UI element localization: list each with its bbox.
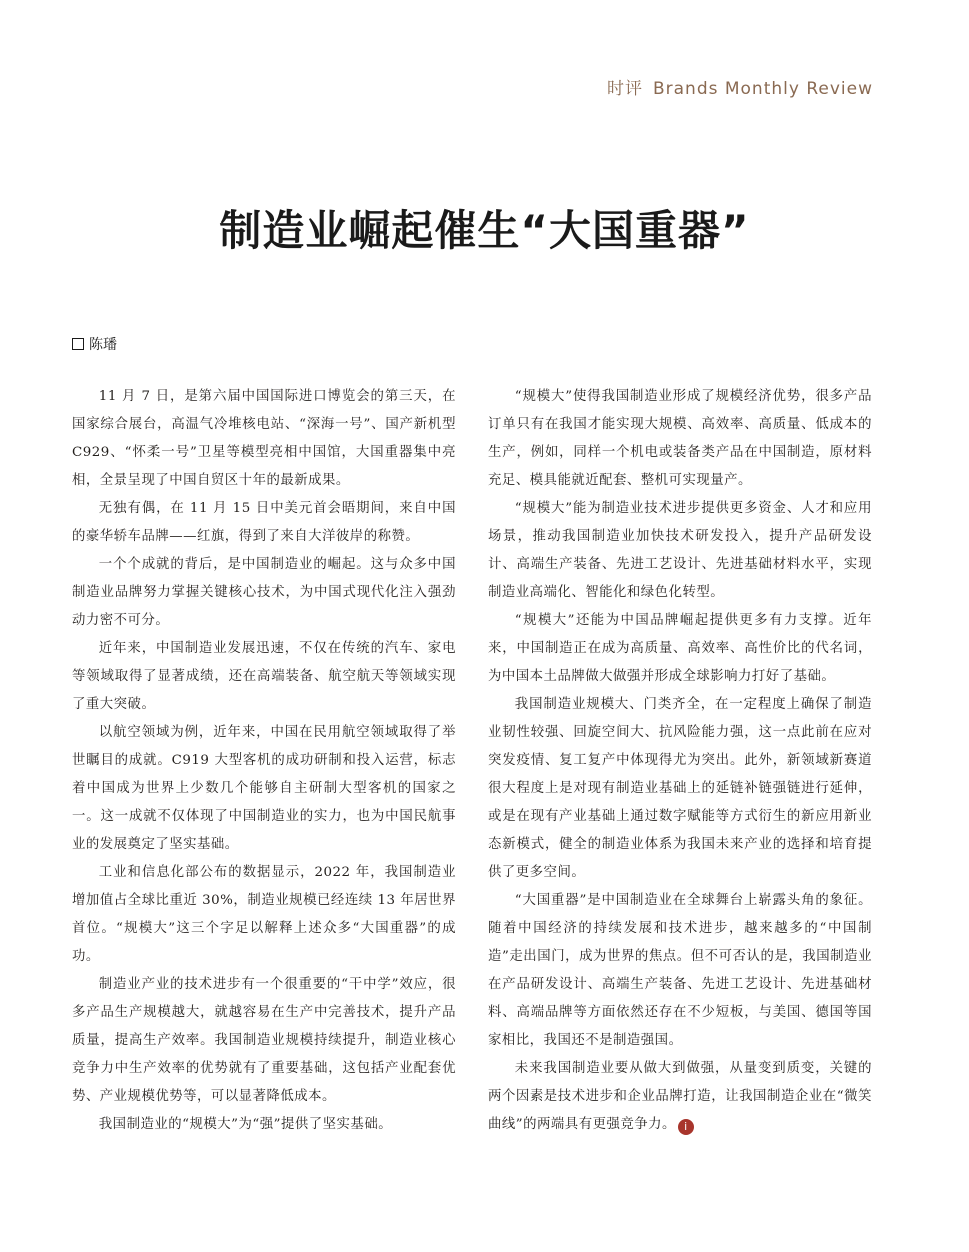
- paragraph: 制造业产业的技术进步有一个很重要的“干中学”效应，很多产品生产规模越大，就越容易在生产中完善技术，提升产品质量，提高生产效率。我国制造业规模持续提升，制造业核心竞争力中生产效率的优势就有了重要基础，这包括产业配套优势、产业规模优势等，可以显著降低成本。: [72, 977, 456, 1104]
- left-column: [72, 383, 456, 1139]
- section-label: 时评: [606, 79, 643, 99]
- paragraph: 一个个成就的背后，是中国制造业的崛起。这与众多中国制造业品牌努力掌握关键核心技术，为中国式现代化注入强劲动力密不可分。: [72, 557, 456, 628]
- paragraph: 以航空领域为例，近年来，中国在民用航空领域取得了举世瞩目的成就。C919 大型客机的成功研制和投入运营，标志着中国成为世界上少数几个能够自主研制大型客机的国家之一。这一成就不仅体现了中国制造业的实力，也为中国民航事业的发展奠定了坚实基础。: [72, 725, 456, 852]
- end-mark-icon: i: [678, 1119, 694, 1135]
- byline: [72, 334, 117, 354]
- right-column: [488, 383, 872, 1139]
- paragraph: “规模大”使得我国制造业形成了规模经济优势，很多产品订单只有在我国才能实现大规模、高效率、高质量、低成本的生产，例如，同样一个机电或装备类产品在中国制造，原材料充足、模具能就近配套、整机可实现量产。: [488, 389, 872, 488]
- paragraph: 我国制造业的“规模大”为“强”提供了坚实基础。: [98, 1117, 393, 1132]
- final-paragraph: [488, 1055, 872, 1139]
- author-name: 陈璠: [89, 337, 117, 353]
- magazine-name: Brands Monthly Review: [652, 79, 873, 99]
- paragraph-text: 未来我国制造业要从做大到做强，从量变到质变，关键的两个因素是技术进步和企业品牌打造，让我国制造企业在“微笑曲线”的两端具有更强竞争力。: [488, 1061, 872, 1132]
- square-icon: [72, 338, 84, 350]
- running-header: [607, 74, 873, 99]
- paragraph: 工业和信息化部公布的数据显示，2022 年，我国制造业增加值占全球比重近 30%，制造业规模已经连续 13 年居世界首位。“规模大”这三个字足以解释上述众多“大国重器”的成功。: [72, 865, 456, 964]
- paragraph: 11 月 7 日，是第六届中国国际进口博览会的第三天，在国家综合展台，高温气冷堆核电站、“深海一号”、国产新机型 C929、“怀柔一号”卫星等模型亮相中国馆，大国重器集中亮相，全景呈现了中国自贸区十年的最新成果。: [72, 389, 456, 488]
- paragraph: 无独有偶，在 11 月 15 日中美元首会晤期间，来自中国的豪华轿车品牌——红旗，得到了来自大洋彼岸的称赞。: [72, 501, 456, 544]
- paragraph: 我国制造业规模大、门类齐全，在一定程度上确保了制造业韧性较强、回旋空间大、抗风险能力强，这一点此前在应对突发疫情、复工复产中体现得尤为突出。此外，新领域新赛道很大程度上是对现有制造业基础上的延链补链强链进行延伸，或是在现有产业基础上通过数字赋能等方式衍生的新应用新业态新模式，健全的制造业体系为我国未来产业的选择和培育提供了更多空间。: [488, 697, 872, 880]
- paragraph: “规模大”能为制造业技术进步提供更多资金、人才和应用场景，推动我国制造业加快技术研发投入，提升产品研发设计、高端生产装备、先进工艺设计、先进基础材料水平，实现制造业高端化、智能化和绿色化转型。: [488, 501, 872, 600]
- paragraph: “规模大”还能为中国品牌崛起提供更多有力支撑。近年来，中国制造正在成为高质量、高效率、高性价比的代名词，为中国本土品牌做大做强并形成全球影响力打好了基础。: [488, 613, 872, 684]
- paragraph: 近年来，中国制造业发展迅速，不仅在传统的汽车、家电等领域取得了显著成绩，还在高端装备、航空航天等领域实现了重大突破。: [72, 641, 456, 712]
- paragraph: “大国重器”是中国制造业在全球舞台上崭露头角的象征。随着中国经济的持续发展和技术进步，越来越多的“中国制造”走出国门，成为世界的焦点。但不可否认的是，我国制造业在产品研发设计、高端生产装备、先进工艺设计、先进基础材料、高端品牌等方面依然还存在不少短板，与美国、德国等国家相比，我国还不是制造强国。: [488, 893, 872, 1048]
- article-title: 制造业崛起催生“大国重器”: [219, 206, 750, 255]
